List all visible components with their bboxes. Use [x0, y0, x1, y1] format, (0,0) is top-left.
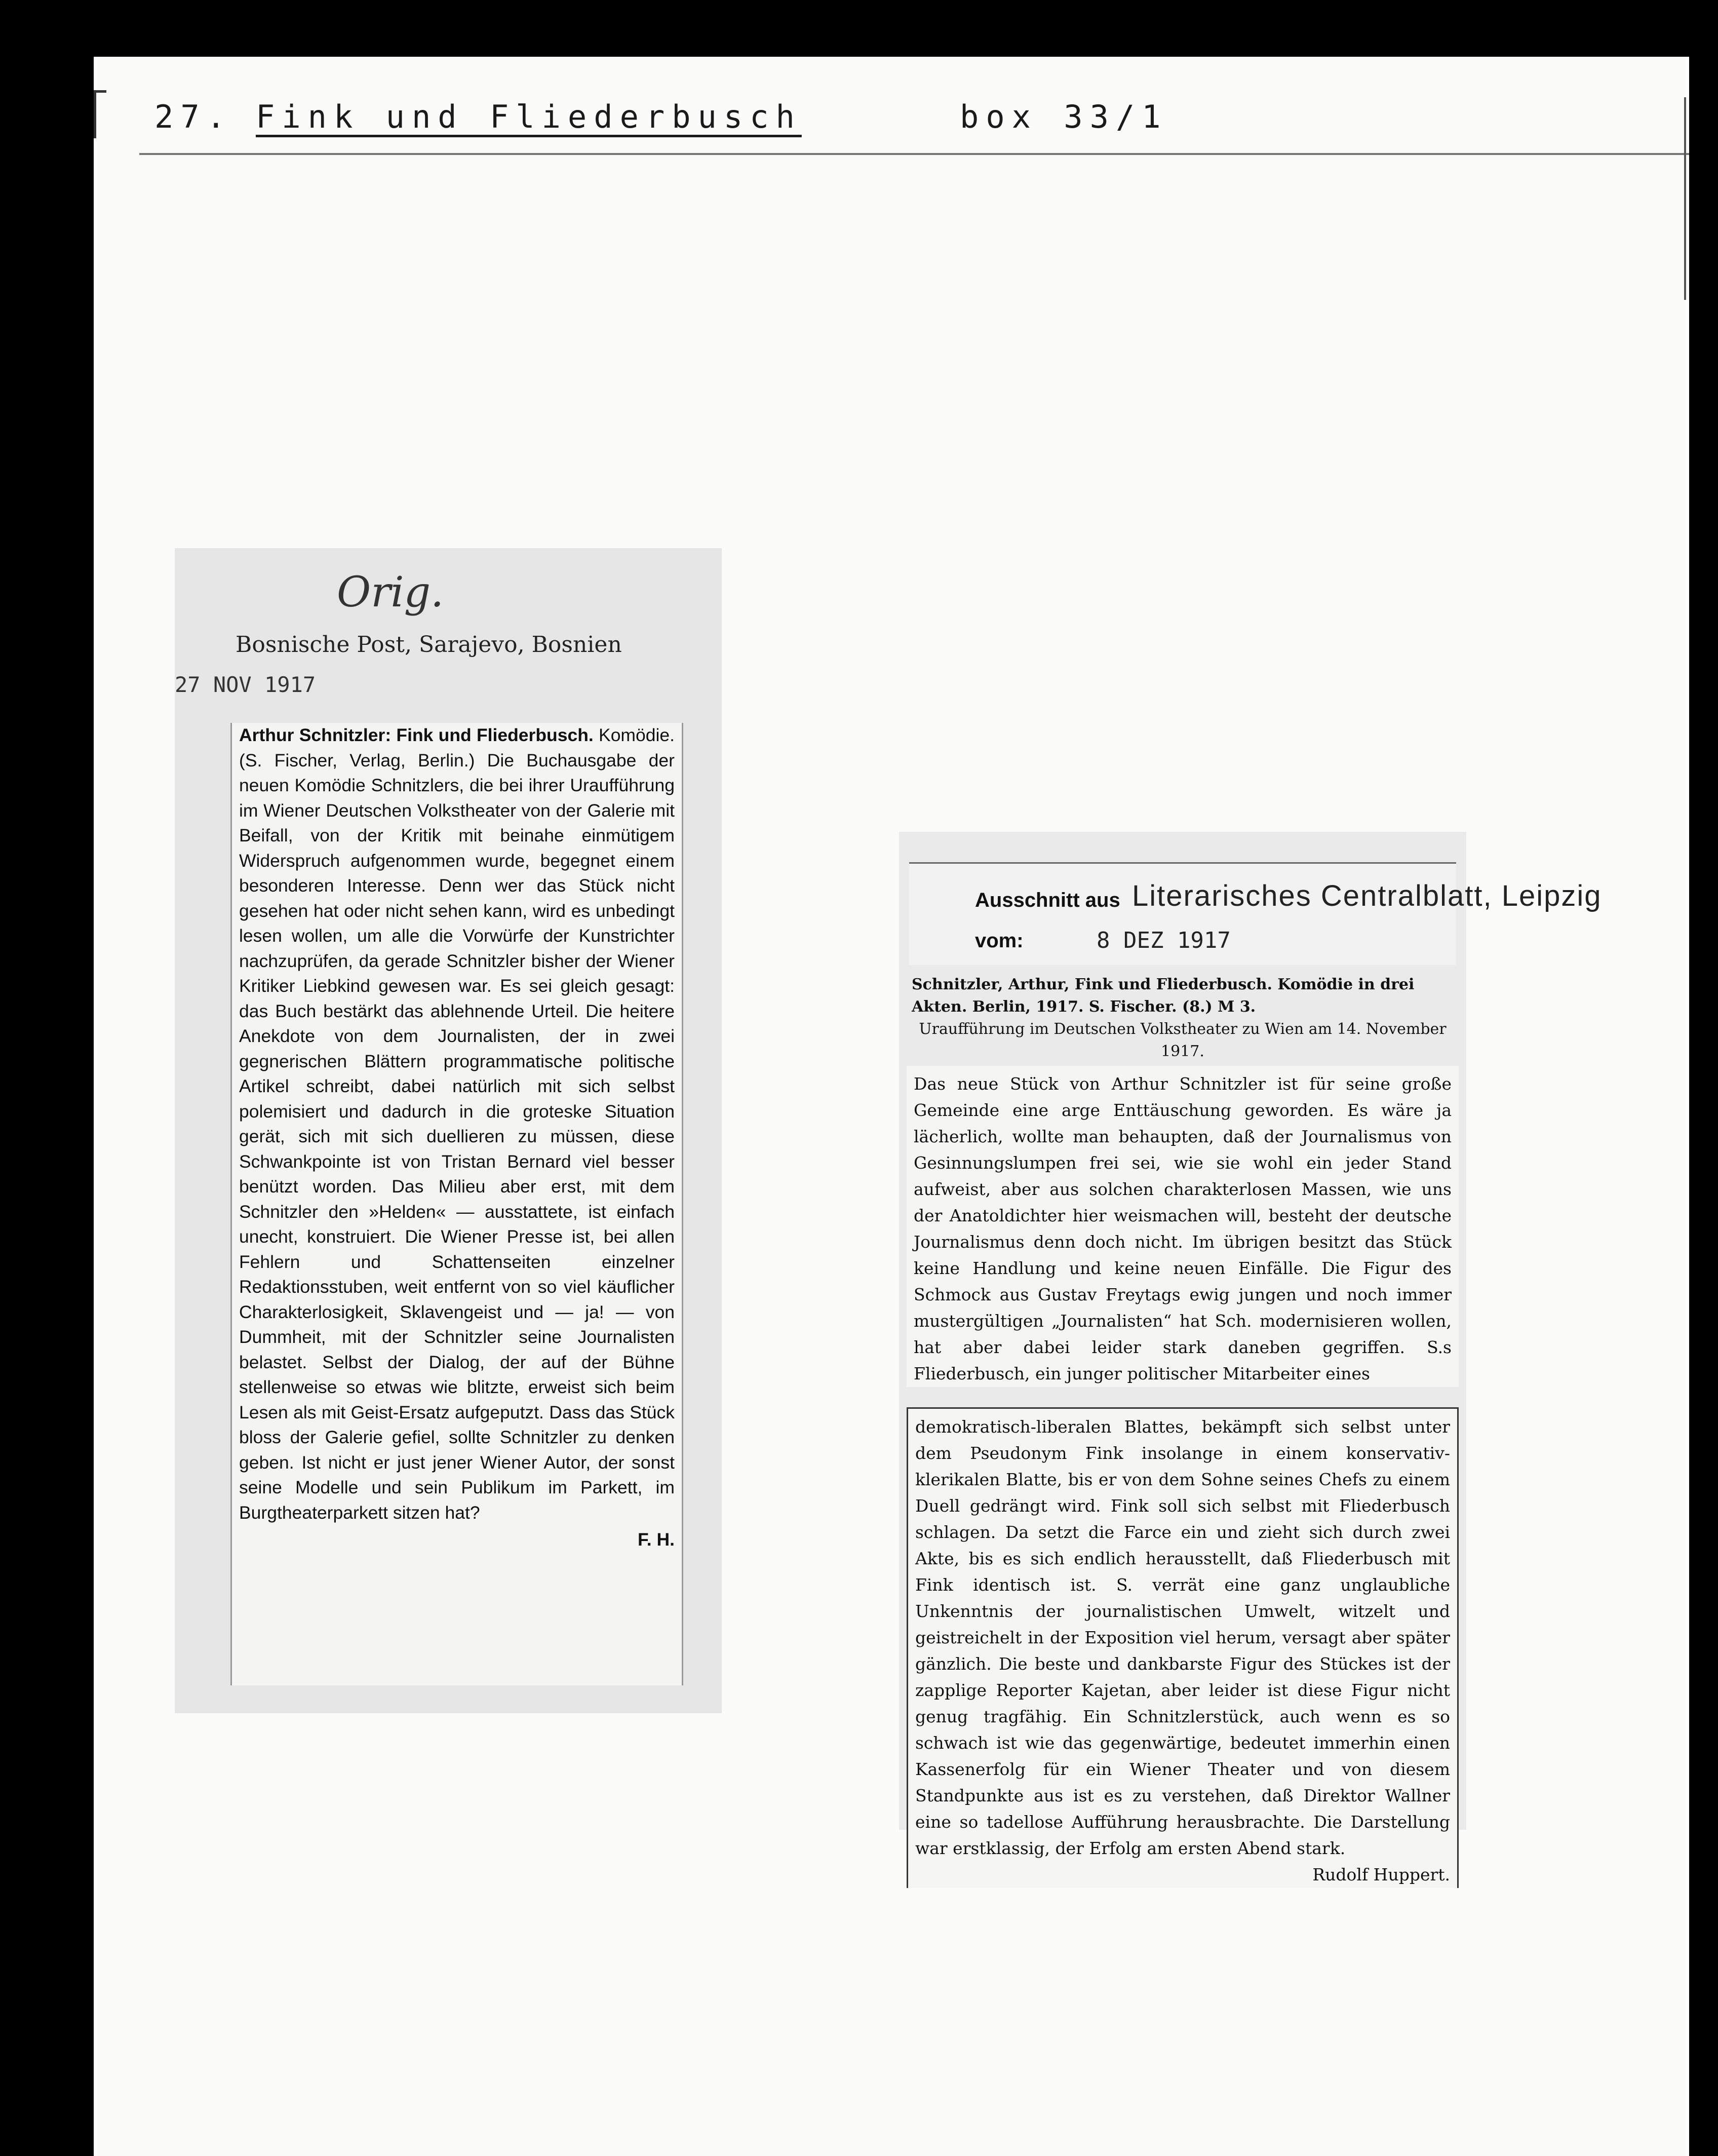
review-text-part1: Das neue Stück von Arthur Schnitzler ist für seine große Gemeinde eine arge Enttäuschung geworden. Es wäre ja lächerlich, wollte man behaupten, daß der Journalismus von Gesinnungslumpen frei sei, wie sie wohl ein jeder Stand aufweist, aber aus solchen charakterlosen Massen, wie uns der Anatoldichter hier weismachen will, besteht der deutsche Journalismus denn doch nicht. Im übrigen besitzt das Stück keine Handlung und keine neuen Einfälle. Die Figur des Schmock aus Gustav Freytags ewig jungen und noch immer mustergültigen „Journalisten“ hat Sch. modernisieren wollen, hat aber dabei leider stark daneben gegriffen. S.s Fliederbusch, ein junger politischer Mitarbeiter eines: [907, 1066, 1459, 1387]
corner-mark: [94, 90, 106, 138]
handwritten-note: Orig.: [337, 568, 444, 617]
stamp-date: 8 DEZ 1917: [1097, 928, 1231, 953]
review-text-part2: [907, 1407, 1459, 1888]
clipping-signature: F. H.: [638, 1529, 675, 1550]
box-label: box 33/1: [960, 98, 1168, 135]
book-reference: Schnitzler, Arthur, Fink und Fliederbusch. Komödie in drei Akten. Berlin, 1917. S. Fischer. (8.) M 3.: [912, 976, 1415, 1016]
clipping-service-stamp: [909, 862, 1602, 965]
stamp-date-label: vom:: [975, 930, 1024, 952]
stamp-source-label: Ausschnitt aus: [975, 889, 1120, 911]
page-header: [154, 98, 1471, 159]
folder-number: 27.: [154, 98, 232, 135]
clipping-body: [230, 723, 683, 1685]
clipping-text: Komödie. (S. Fischer, Verlag, Berlin.) Die Buchausgabe der neuen Komödie Schnitzlers, die bei ihrer Uraufführung im Wiener Deutschen Volkstheater von der Galerie mit Beifall, von der Kritik mit beinahe einmütigem Widerspruch aufgenommen wurde, begegnet einem besonderen Interesse. Denn wer das Stück nicht gesehen hat oder nicht sehen kann, wird es unbedingt lesen wollen, um alle die Vorwürfe der Kunstrichter nachzuprüfen, da gerade Schnitzler bisher der Wiener Kritiker Liebkind gewesen war. Es sei gleich gesagt: das Buch bestärkt das ablehnende Urteil. Die heitere Anekdote von dem Journalisten, der in zwei gegnerischen Blättern programmatische politische Artikel schreibt, dabei natürlich mit sich selbst polemisiert und dadurch in die groteske Situation gerät, sich mit sich duellieren zu müssen, diese Schwankpointe ist von Tristan Bernard viel besser benützt worden. Das Milieu aber erst, mit dem Schnitzler den »Helden« — ausstattete, ist einfach unecht, konstruiert. Die Wiener Presse ist, bei allen Fehlern und Schattenseiten einzelner Redaktionsstuben, weit entfernt von so viel käuflicher Charakterlosigkeit, Sklavengeist und — ja! — von Dummheit, mit der Schnitzler seine Journalisten belastet. Selbst der Dialog, der auf der Bühne stellenweise so etwas wie blitzte, erweist sich beim Lesen als mit Geist-Ersatz aufgeputzt. Dass das Stück bloss der Galerie gefiel, sollte Schnitzler zu denken geben. Ist nicht er just jener Wiener Autor, der sonst seine Modelle und sein Publikum im Parkett, im Burgtheaterparkett sitzen hat?: [239, 725, 675, 1523]
clipping-source: Bosnische Post, Sarajevo, Bosnien: [236, 632, 622, 658]
clipping-headline: Arthur Schnitzler: Fink und Fliederbusch.: [239, 725, 594, 745]
header-rule: [139, 153, 1689, 155]
edge-rule: [1684, 97, 1686, 300]
clipping-literarisches-centralblatt: [899, 832, 1602, 1884]
archive-sheet: [94, 57, 1689, 2156]
folder-title: Fink und Fliederbusch: [256, 98, 802, 135]
clipping-body: [907, 974, 1459, 1884]
premiere-note: Uraufführung im Deutschen Volkstheater zu Wien am 14. November 1917.: [919, 1020, 1447, 1060]
review-signature: Rudolf Huppert.: [1312, 1865, 1450, 1884]
review-text-part2-body: demokratisch-liberalen Blattes, bekämpft sich selbst unter dem Pseudonym Fink insolange in einem konservativ-klerikalen Blatte, bis er von dem Sohne seines Chefs zu einem Duell gedrängt wird. Fink soll sich selbst mit Fliederbusch schlagen. Da setzt die Farce ein und zieht sich durch zwei Akte, bis es sich endlich herausstellt, daß Fliederbusch mit Fink identisch ist. S. verrät eine ganz unglaubliche Unkenntnis der journalistischen Umwelt, witzelt und geistreichelt in der Exposition viel herum, versagt aber später gänzlich. Die beste und dankbarste Figur des Stückes ist der zapplige Reporter Kajetan, aber leider ist diese Figur nicht genug tragfähig. Ein Schnitzlerstück, auch wenn es so schwach ist wie das gegenwärtige, bedeutet immerhin einen Kassenerfolg für ein Wiener Theater und von diesem Standpunkte aus ist es zu verstehen, daß Direktor Wallner eine so tadellose Aufführung herausbrachte. Die Darstellung war erstklassig, der Erfolg am ersten Abend stark.: [915, 1417, 1450, 1858]
clipping-bosnische-post: [175, 548, 722, 1713]
stamp-publication: Literarisches Centralblatt, Leipzig: [1132, 879, 1602, 912]
clipping-date-stamp: 27 NOV 1917: [175, 672, 316, 697]
